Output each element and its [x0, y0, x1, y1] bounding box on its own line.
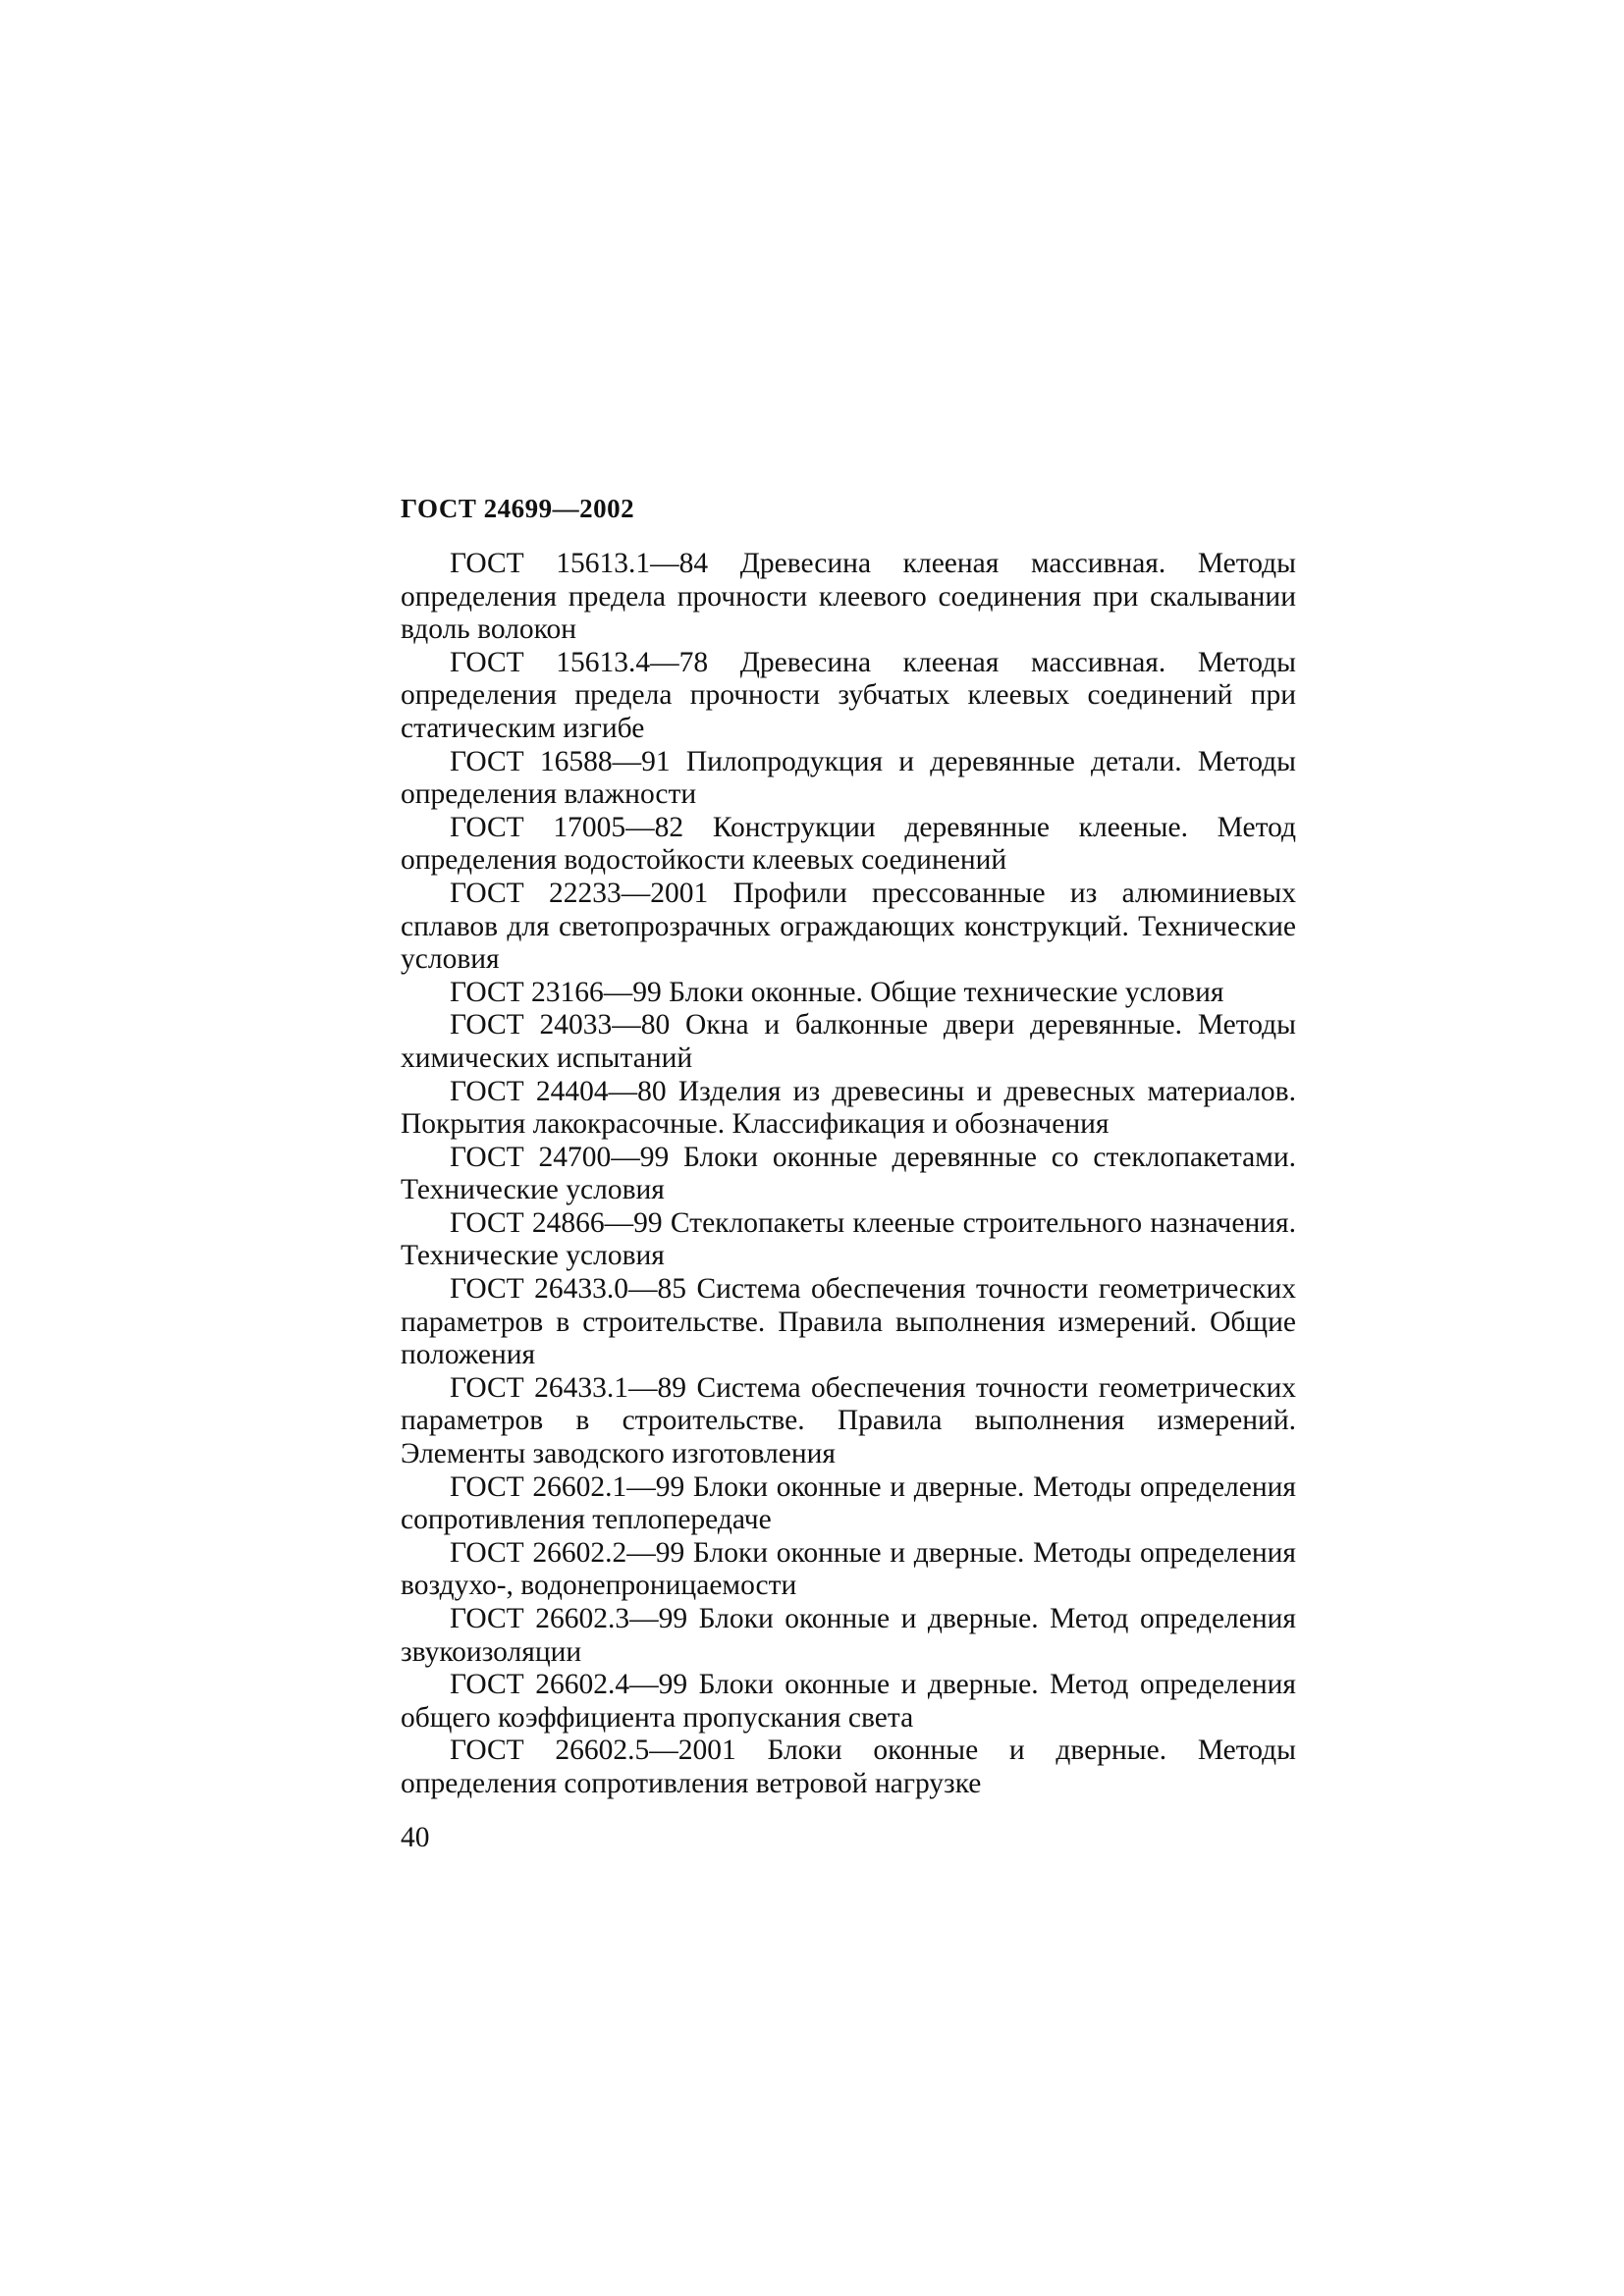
page-header: ГОСТ 24699—2002 [401, 494, 635, 523]
reference-entry: ГОСТ 24033—80 Окна и балконные двери деревянные. Методы химических испытаний [401, 1009, 1296, 1074]
reference-entry: ГОСТ 23166—99 Блоки оконные. Общие технические условия [450, 976, 1224, 1008]
references-list [401, 548, 1296, 1801]
reference-entry: ГОСТ 17005—82 Конструкции деревянные клееные. Метод определения водостойкости клеевых соединений [401, 811, 1296, 877]
reference-entry: ГОСТ 24700—99 Блоки оконные деревянные со стеклопакетами. Технические условия [401, 1141, 1296, 1206]
reference-entry: ГОСТ 26433.1—89 Система обеспечения точности геометрических параметров в строительстве. Правила выполнения измерений. Элементы заводского изготовления [401, 1371, 1296, 1470]
page-number: 40 [401, 1822, 430, 1853]
reference-entry: ГОСТ 26602.5—2001 Блоки оконные и дверные. Методы определения сопротивления ветровой нагрузке [401, 1735, 1296, 1799]
reference-entry: ГОСТ 26602.2—99 Блоки оконные и дверные. Методы определения воздухо-, водонепроницаемости [401, 1536, 1296, 1602]
reference-entry: ГОСТ 16588—91 Пилопродукция и деревянные детали. Методы определения влажности [401, 745, 1296, 811]
reference-entry: ГОСТ 24404—80 Изделия из древесины и древесных материалов. Покрытия лакокрасочные. Классификация и обозначения [401, 1075, 1296, 1141]
reference-entry: ГОСТ 26602.3—99 Блоки оконные и дверные. Метод определения звукоизоляции [401, 1603, 1296, 1668]
reference-entry: ГОСТ 26433.0—85 Система обеспечения точности геометрических параметров в строительстве. Правила выполнения измерений. Общие положения [401, 1273, 1296, 1371]
reference-entry: ГОСТ 15613.1—84 Древесина клееная массивная. Методы определения предела прочности клеевого соединения при скалывании вдоль волокон [401, 548, 1296, 646]
reference-entry: ГОСТ 15613.4—78 Древесина клееная массивная. Методы определения предела прочности зубчатых клеевых соединений при статическим изгибе [401, 646, 1296, 744]
reference-entry: ГОСТ 26602.1—99 Блоки оконные и дверные. Методы определения сопротивления теплопередаче [401, 1470, 1296, 1536]
reference-entry: ГОСТ 22233—2001 Профили прессованные из алюминиевых сплавов для светопрозрачных ограждающих конструкций. Технические условия [401, 877, 1296, 976]
reference-entry: ГОСТ 24866—99 Стеклопакеты клееные строительного назначения. Технические условия [401, 1206, 1296, 1272]
reference-entry: ГОСТ 26602.4—99 Блоки оконные и дверные. Метод определения общего коэффициента пропускания света [401, 1669, 1296, 1734]
